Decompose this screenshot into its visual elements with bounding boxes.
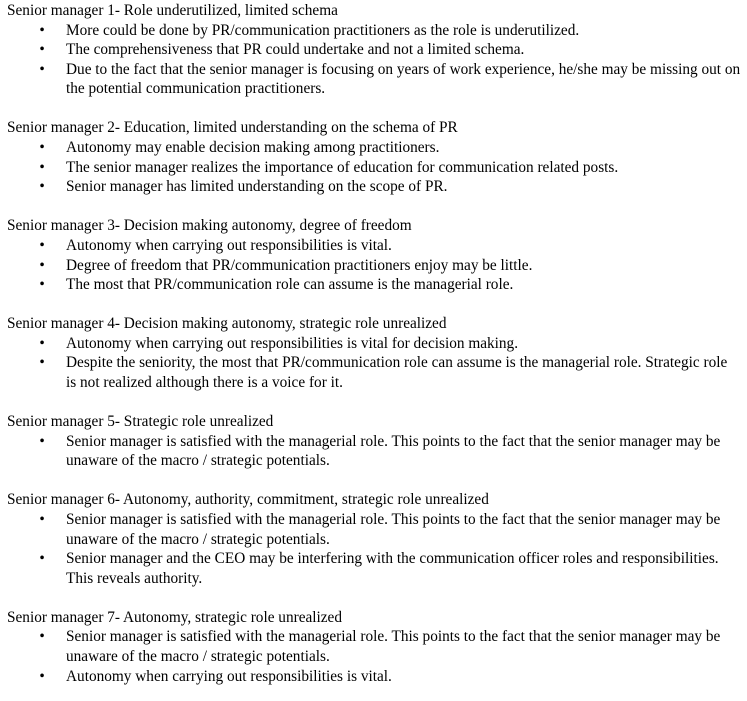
list-item xyxy=(7,432,747,471)
bullet-list xyxy=(7,510,747,588)
bullet-icon: • xyxy=(39,276,45,294)
list-item-text: The comprehensiveness that PR could undertake and not a limited schema. xyxy=(66,41,525,59)
list-item xyxy=(7,236,747,256)
bullet-list xyxy=(7,236,747,295)
list-item xyxy=(7,40,747,60)
section-title: Senior manager 4- Decision making autonomy, strategic role unrealized xyxy=(7,315,447,333)
bullet-icon: • xyxy=(39,236,45,254)
bullet-icon: • xyxy=(39,354,45,372)
list-item xyxy=(7,627,747,666)
bullet-icon: • xyxy=(39,60,45,78)
bullet-icon: • xyxy=(39,178,45,196)
bullet-icon: • xyxy=(39,628,45,646)
section-senior-manager-4 xyxy=(7,314,747,392)
list-item-text: Senior manager has limited understanding on the scope of PR. xyxy=(66,178,448,196)
bullet-icon: • xyxy=(39,21,45,39)
bullet-icon: • xyxy=(39,550,45,568)
list-item-text: The most that PR/communication role can assume is the managerial role. xyxy=(66,276,514,294)
section-title: Senior manager 6- Autonomy, authority, commitment, strategic role unrealized xyxy=(7,491,489,509)
section-senior-manager-7 xyxy=(7,608,747,686)
list-item-text: Autonomy when carrying out responsibilities is vital. xyxy=(66,667,392,685)
list-item-text: Senior manager is satisfied with the managerial role. This points to the fact that the senior manager may be unaware of the macro / strategic potentials. xyxy=(66,510,721,548)
section-title: Senior manager 2- Education, limited understanding on the schema of PR xyxy=(7,119,458,137)
list-item-text: Due to the fact that the senior manager is focusing on years of work experience, he/she may be missing out on the potential communication practitioners. xyxy=(66,60,741,98)
bullet-icon: • xyxy=(39,667,45,685)
list-item xyxy=(7,256,747,276)
list-item xyxy=(7,177,747,197)
list-item-text: The senior manager realizes the importance of education for communication related posts. xyxy=(66,158,619,176)
section-senior-manager-1 xyxy=(7,1,747,99)
bullet-icon: • xyxy=(39,158,45,176)
list-item-text: Senior manager is satisfied with the managerial role. This points to the fact that the senior manager may be unaware of the macro / strategic potentials. xyxy=(66,628,721,666)
list-item xyxy=(7,353,747,392)
bullet-list xyxy=(7,21,747,99)
list-item xyxy=(7,60,747,99)
list-item xyxy=(7,667,747,687)
bullet-list xyxy=(7,432,747,471)
bullet-list xyxy=(7,627,747,686)
list-item-text: Senior manager and the CEO may be interfering with the communication officer roles and responsibilities. This reveals authority. xyxy=(66,550,719,587)
list-item-text: Autonomy may enable decision making among practitioners. xyxy=(66,139,440,157)
list-item xyxy=(7,510,747,549)
list-item-text: Despite the seniority, the most that PR/communication role can assume is the managerial role. Strategic role is not realized although there is a voice for it. xyxy=(66,354,728,391)
section-title: Senior manager 5- Strategic role unrealized xyxy=(7,413,274,431)
list-item-text: Degree of freedom that PR/communication practitioners enjoy may be little. xyxy=(66,256,533,274)
bullet-icon: • xyxy=(39,510,45,528)
list-item xyxy=(7,334,747,354)
section-senior-manager-2 xyxy=(7,118,747,196)
list-item-text: Autonomy when carrying out responsibilities is vital. xyxy=(66,236,392,254)
bullet-icon: • xyxy=(39,334,45,352)
section-title: Senior manager 1- Role underutilized, limited schema xyxy=(7,2,338,19)
list-item xyxy=(7,21,747,41)
section-senior-manager-6 xyxy=(7,490,747,588)
bullet-icon: • xyxy=(39,256,45,274)
list-item xyxy=(7,138,747,158)
list-item xyxy=(7,275,747,295)
section-title: Senior manager 3- Decision making autonomy, degree of freedom xyxy=(7,217,412,235)
list-item xyxy=(7,549,747,588)
bullet-icon: • xyxy=(39,432,45,450)
section-senior-manager-5 xyxy=(7,412,747,471)
bullet-list xyxy=(7,138,747,197)
bullet-list xyxy=(7,334,747,393)
list-item xyxy=(7,158,747,178)
bullet-icon: • xyxy=(39,139,45,157)
section-senior-manager-3 xyxy=(7,216,747,294)
list-item-text: Senior manager is satisfied with the managerial role. This points to the fact that the senior manager may be unaware of the macro / strategic potentials. xyxy=(66,432,721,470)
list-item-text: More could be done by PR/communication practitioners as the role is underutilized. xyxy=(66,21,580,39)
list-item-text: Autonomy when carrying out responsibilities is vital for decision making. xyxy=(66,334,519,352)
bullet-icon: • xyxy=(39,41,45,59)
section-title: Senior manager 7- Autonomy, strategic role unrealized xyxy=(7,608,342,626)
